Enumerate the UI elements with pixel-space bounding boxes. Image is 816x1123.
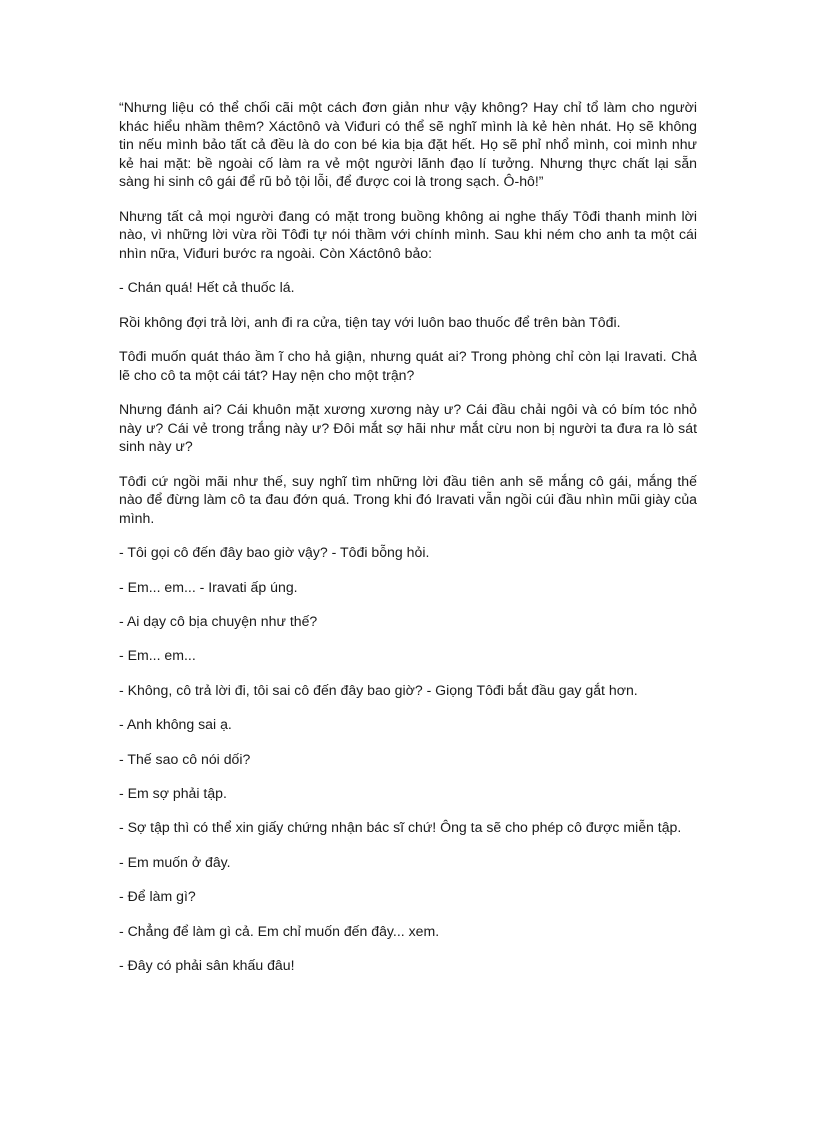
paragraph-18: - Để làm gì? [119,888,196,905]
paragraph-16: - Sợ tập thì có thể xin giấy chứng nhận bác sĩ chứ! Ông ta sẽ cho phép cô được miễn tập. [119,819,682,836]
paragraph-12: - Không, cô trả lời đi, tôi sai cô đến đây bao giờ? - Giọng Tôđi bắt đầu gay gắt hơn. [119,681,638,698]
paragraph-15: - Em sợ phải tập. [119,785,227,801]
paragraph-9: - Em... em... - Iravati ấp úng. [119,578,298,595]
paragraph-13: - Anh không sai ạ. [119,716,232,733]
paragraph-10: - Ai dạy cô bịa chuyện như thế? [119,613,318,630]
paragraph-11: - Em... em... [119,647,196,664]
paragraph-8: - Tôi gọi cô đến đây bao giờ vậy? - Tôđi bỗng hỏi. [119,544,430,561]
paragraph-14: - Thế sao cô nói dối? [119,750,251,767]
document-page [119,98,697,975]
paragraph-7: Tôđi cứ ngồi mãi như thế, suy nghĩ tìm những lời đầu tiên anh sẽ mắng cô gái, mắng thế nào để đừng làm cô ta đau đớn quá. Trong khi đó Iravati vẫn ngồi cúi đầu nhìn mũi giày của mình. [119,472,697,526]
paragraph-2: Nhưng tất cả mọi người đang có mặt trong buồng không ai nghe thấy Tôđi thanh minh lời nào, vì những lời vừa rồi Tôđi tự nói thầm với chính mình. Sau khi ném cho anh ta một cái nhìn nữa, Viđuri bước ra ngoài. Còn Xáctônô bảo: [119,207,697,261]
paragraph-19: - Chẳng để làm gì cả. Em chỉ muốn đến đây... xem. [119,922,440,939]
paragraph-20: - Đây có phải sân khấu đâu! [119,956,295,973]
paragraph-3: - Chán quá! Hết cả thuốc lá. [119,279,295,296]
paragraph-5: Tôđi muốn quát tháo ầm ĩ cho hả giận, nhưng quát ai? Trong phòng chỉ còn lại Iravati. Chả lẽ cho cô ta một cái tát? Hay nện cho một trận? [119,348,697,383]
paragraph-4: Rồi không đợi trả lời, anh đi ra cửa, tiện tay với luôn bao thuốc để trên bàn Tôđi. [119,313,621,330]
paragraph-17: - Em muốn ở đây. [119,853,231,870]
paragraph-1: “Nhưng liệu có thể chối cãi một cách đơn giản như vậy không? Hay chỉ tổ làm cho người khác hiểu nhầm thêm? Xáctônô và Viđuri có thể sẽ nghĩ mình là kẻ hèn nhát. Họ sẽ không tin nếu mình bảo tất cả đều là do con bé kia bịa đặt hết. Họ sẽ phỉ nhổ mình, coi mình như kẻ hai mặt: bề ngoài cố làm ra vẻ một người lãnh đạo lí tưởng. Nhưng thực chất lại sẵn sàng hi sinh cô gái để rũ bỏ tội lỗi, để được coi là trong sạch. Ô-hô!” [119,99,697,190]
paragraph-6: Nhưng đánh ai? Cái khuôn mặt xương xương này ư? Cái đầu chải ngôi và có bím tóc nhỏ này ư? Cái vẻ trong trắng này ư? Đôi mắt sợ hãi như mắt cừu non bị người ta đưa ra lò sát sinh này ư? [119,401,697,455]
